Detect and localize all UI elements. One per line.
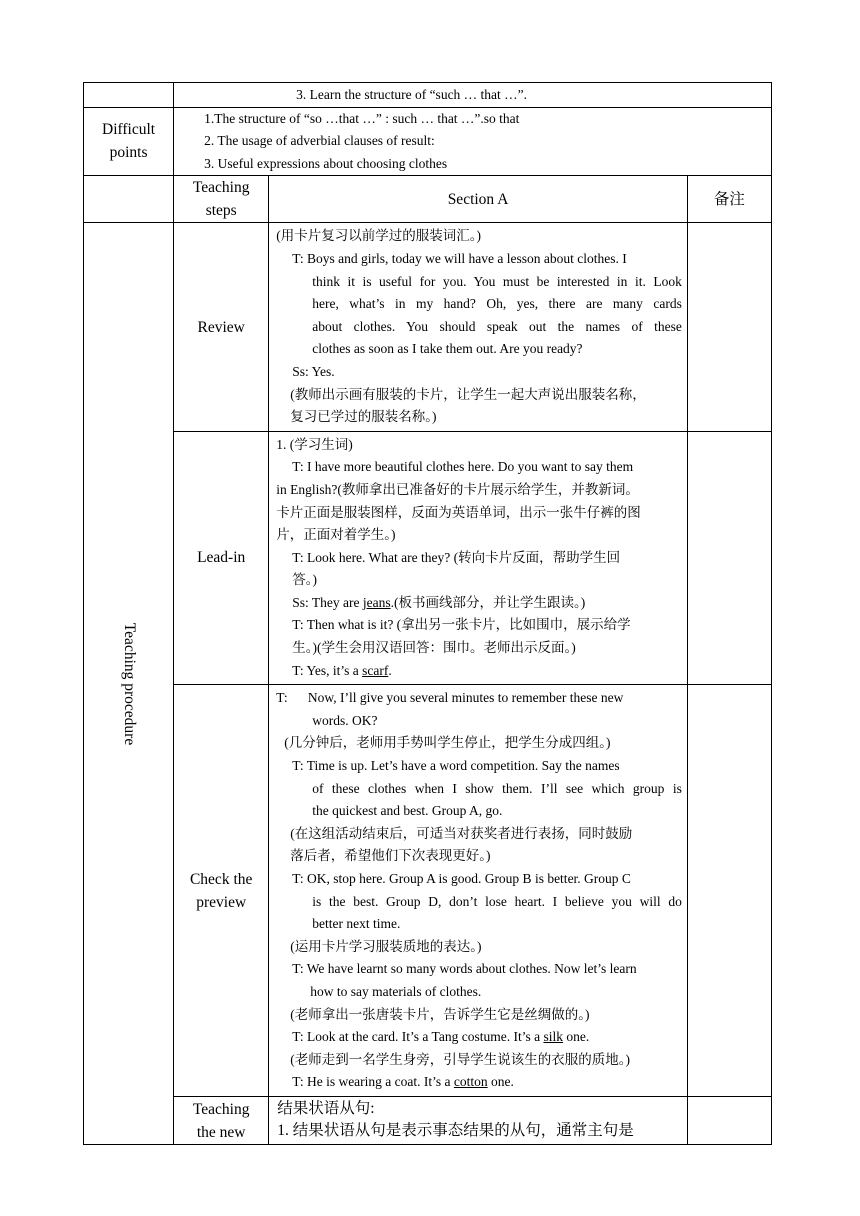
check-preview-notes (687, 685, 771, 1097)
difficult-point-2: 2. The usage of adverbial clauses of result: (204, 133, 435, 149)
review-row (84, 223, 772, 431)
teaching-new-row (84, 1096, 772, 1144)
check-preview-row (84, 685, 772, 1097)
lesson-plan-table (83, 82, 772, 1145)
vocab-scarf: scarf (362, 662, 389, 678)
teaching-steps-header: Teaching steps (174, 176, 269, 223)
leadin-content: 1. (学习生词) T: I have more beautiful clothes here. Do you want to say them in English?(教师拿出已准备好的卡片展示给学生，并教新词。 卡片正面是服装图样，反面为英语单词，出示一张牛仔裤的图 片，正面对着学生。) T: Look here. What are they? (转向卡片反面，帮助学生回 答。) Ss: They are jeans.(板书画线部分，并让学生跟读。) T: Then what is it? (拿出另一张卡片，比如围巾，展示给学 生。)(学生会用汉语回答：围巾。老师出示反面。) T: Yes, it’s a scarf. (269, 431, 688, 685)
difficult-point-1: 1.The structure of “so …that …” : such … that …”.so that (204, 110, 520, 126)
review-notes (687, 223, 771, 431)
teaching-new-notes (687, 1096, 771, 1144)
leadin-row (84, 431, 772, 685)
teaching-procedure-label: Teaching procedure (120, 622, 138, 745)
notes-header: 备注 (687, 176, 771, 223)
section-header: Section A (269, 176, 688, 223)
review-label: Review (174, 223, 269, 431)
goal-row (84, 83, 772, 108)
vocab-jeans: jeans (362, 594, 391, 610)
difficult-point-3: 3. Useful expressions about choosing clothes (204, 155, 448, 171)
review-content: (用卡片复习以前学过的服装词汇。) T: Boys and girls, today we will have a lesson about clothes. I think it is useful for you. You must be interested in it. Look here, what’s in my hand? Oh, yes, there are many cards about clothes. You should speak out the names of these clothes as soon as I take them out. Are you ready? Ss: Yes. (教师出示画有服装的卡片，让学生一起大声说出服装名称， 复习已学过的服装名称。) (269, 223, 688, 431)
empty-cell (84, 83, 174, 108)
teaching-new-content: 结果状语从句: 1. 结果状语从句是表示事态结果的从句，通常主句是 (269, 1096, 688, 1144)
leadin-notes (687, 431, 771, 685)
empty-cell (84, 176, 174, 223)
header-row (84, 176, 772, 223)
goal-3-text: 3. Learn the structure of “such … that …”. (296, 87, 528, 102)
teaching-new-label: Teaching the new (174, 1096, 269, 1144)
check-preview-label: Check the preview (174, 685, 269, 1097)
check-preview-content: T: Now, I’ll give you several minutes to remember these new words. OK? (几分钟后，老师用手势叫学生停止，把学生分成四组。) T: Time is up. Let’s have a word competition. Say the names of these clothes when I show them. I’ll see which group is the quickest and best. Group A, go. (在这组活动结束后，可适当对获奖者进行表扬，同时鼓励 落后者，希望他们下次表现更好。) T: OK, stop here. Group A is good. Group B is better. Group C is the best. Group D, don’t lose heart. I believe you will do better next time. (运用卡片学习服装质地的表达。) T: We have learnt so many words about clothes. Now let’s learn how to say materials of clothes. (老师拿出一张唐装卡片，告诉学生它是丝绸做的。) T: Look at the card. It’s a Tang costume. It’s a silk one. (老师走到一名学生身旁，引导学生说该生的衣服的质地。) T: He is wearing a coat. It’s a cotton one. (269, 685, 688, 1097)
vocab-silk: silk (543, 1029, 563, 1045)
difficult-points-row (84, 107, 772, 176)
teaching-procedure-cell (84, 223, 174, 1145)
difficult-points-label: Difficult points (84, 107, 174, 176)
vocab-cotton: cotton (453, 1074, 488, 1090)
leadin-label: Lead-in (174, 431, 269, 685)
